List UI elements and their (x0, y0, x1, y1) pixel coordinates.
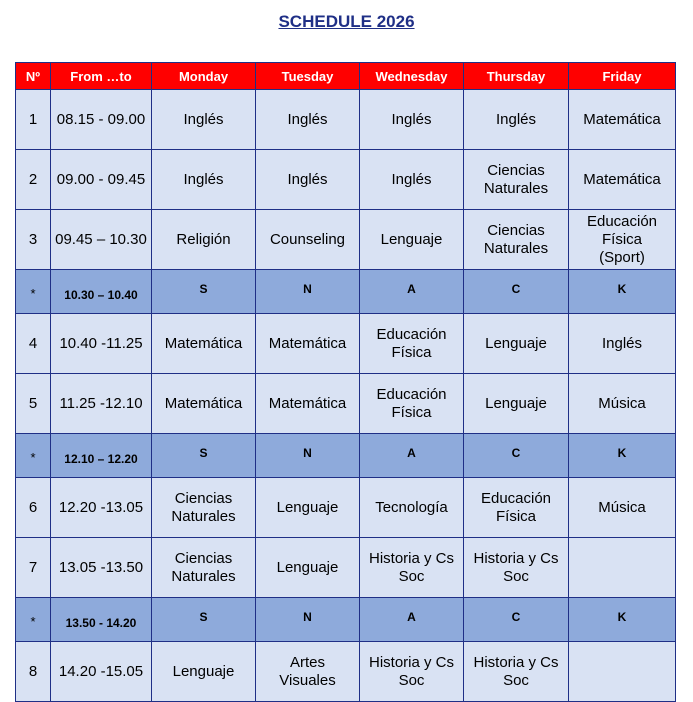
snack-letter-monday (152, 270, 256, 314)
snack-letter: S (199, 446, 208, 460)
subject-label: Inglés (183, 110, 224, 128)
period-number: * (16, 598, 51, 642)
snack-letter-friday (569, 270, 676, 314)
subject-cell-monday (152, 374, 256, 434)
subject-label: Inglés (183, 170, 224, 188)
period-number: * (16, 270, 51, 314)
snack-letter: A (407, 446, 416, 460)
snack-break-row (16, 598, 676, 642)
subject-cell-tuesday (256, 210, 360, 270)
subject-cell-wednesday (360, 150, 464, 210)
subject-label: Lenguaje (380, 230, 443, 248)
subject-label: Matemática (164, 334, 243, 352)
period-time: 08.15 - 09.00 (51, 90, 152, 150)
lesson-row (16, 90, 676, 150)
subject-cell-monday (152, 90, 256, 150)
subject-label: Lenguaje (485, 334, 547, 352)
subject-cell-thursday (464, 374, 569, 434)
period-time: 10.30 – 10.40 (51, 270, 152, 314)
subject-cell-wednesday (360, 90, 464, 150)
period-number: 3 (16, 210, 51, 270)
header-number: Nº (16, 63, 51, 90)
snack-letter-thursday (464, 598, 569, 642)
subject-cell-wednesday (360, 314, 464, 374)
subject-cell-wednesday (360, 642, 464, 702)
subject-label: Educación Física (Sport) (586, 212, 658, 266)
snack-letter: C (511, 446, 521, 460)
lesson-row (16, 538, 676, 598)
subject-label: Matemática (583, 110, 661, 128)
subject-cell-monday (152, 314, 256, 374)
subject-cell-monday (152, 478, 256, 538)
period-number: 8 (16, 642, 51, 702)
snack-letter: S (199, 282, 208, 296)
subject-label: Tecnología (375, 498, 448, 516)
subject-label: Lenguaje (485, 394, 547, 412)
subject-label: Historia y Cs Soc (368, 549, 454, 585)
header-wednesday: Wednesday (360, 63, 464, 90)
subject-label: Artes Visuales (279, 653, 336, 689)
period-time: 09.00 - 09.45 (51, 150, 152, 210)
period-number: * (16, 434, 51, 478)
subject-cell-thursday (464, 90, 569, 150)
subject-label: Educación Física (480, 489, 552, 525)
subject-cell-wednesday (360, 478, 464, 538)
snack-letter-tuesday (256, 434, 360, 478)
snack-letter-monday (152, 434, 256, 478)
subject-cell-thursday (464, 538, 569, 598)
schedule-table (15, 62, 676, 702)
lesson-row (16, 374, 676, 434)
subject-label: Inglés (391, 110, 432, 128)
period-number: 7 (16, 538, 51, 598)
subject-label: Religión (176, 230, 231, 248)
snack-letter: A (407, 610, 416, 624)
subject-cell-wednesday (360, 210, 464, 270)
subject-label: Música (598, 394, 646, 412)
subject-label: Ciencias Naturales (483, 221, 549, 257)
lesson-row (16, 150, 676, 210)
snack-letter-wednesday (360, 598, 464, 642)
period-number: 4 (16, 314, 51, 374)
snack-letter: A (407, 282, 416, 296)
period-time: 10.40 -11.25 (51, 314, 152, 374)
subject-label: Ciencias Naturales (171, 489, 236, 525)
subject-cell-thursday (464, 210, 569, 270)
subject-label: Inglés (287, 170, 328, 188)
subject-cell-friday (569, 150, 676, 210)
schedule-body (16, 90, 676, 702)
snack-letter: K (617, 282, 627, 296)
subject-label: Matemática (583, 170, 661, 188)
snack-letter-monday (152, 598, 256, 642)
subject-cell-tuesday (256, 90, 360, 150)
subject-cell-wednesday (360, 538, 464, 598)
period-time: 12.10 – 12.20 (51, 434, 152, 478)
header-time: From …to (51, 63, 152, 90)
subject-label: Lenguaje (276, 558, 339, 576)
subject-cell-friday (569, 478, 676, 538)
snack-letter-wednesday (360, 270, 464, 314)
subject-label: Historia y Cs Soc (473, 549, 559, 585)
snack-letter-thursday (464, 270, 569, 314)
subject-cell-monday (152, 210, 256, 270)
subject-label: Historia y Cs Soc (473, 653, 559, 689)
snack-letter-tuesday (256, 270, 360, 314)
subject-cell-friday (569, 210, 676, 270)
snack-letter-thursday (464, 434, 569, 478)
subject-label: Educación Física (376, 385, 447, 421)
period-number: 5 (16, 374, 51, 434)
lesson-row (16, 478, 676, 538)
subject-label: Inglés (391, 170, 432, 188)
subject-label: Matemática (164, 394, 243, 412)
subject-label: Educación Física (376, 325, 447, 361)
subject-cell-friday (569, 314, 676, 374)
subject-label: Historia y Cs Soc (368, 653, 454, 689)
snack-break-row (16, 434, 676, 478)
subject-label: Counseling (269, 230, 346, 248)
subject-cell-tuesday (256, 538, 360, 598)
subject-cell-monday (152, 538, 256, 598)
subject-cell-friday (569, 538, 676, 598)
snack-letter-wednesday (360, 434, 464, 478)
snack-letter-tuesday (256, 598, 360, 642)
subject-cell-thursday (464, 642, 569, 702)
subject-label: Lenguaje (276, 498, 339, 516)
subject-label: Ciencias Naturales (171, 549, 236, 585)
subject-label: Lenguaje (172, 662, 235, 680)
period-number: 2 (16, 150, 51, 210)
subject-cell-tuesday (256, 150, 360, 210)
snack-letter: K (617, 446, 627, 460)
period-time: 13.05 -13.50 (51, 538, 152, 598)
subject-label: Ciencias Naturales (483, 161, 549, 197)
subject-cell-tuesday (256, 374, 360, 434)
snack-break-row (16, 270, 676, 314)
period-time: 13.50 - 14.20 (51, 598, 152, 642)
header-monday: Monday (152, 63, 256, 90)
subject-label: Inglés (495, 110, 537, 128)
header-row (16, 63, 676, 90)
subject-cell-friday (569, 642, 676, 702)
period-number: 1 (16, 90, 51, 150)
page-title: SCHEDULE 2026 (278, 12, 415, 31)
snack-letter-friday (569, 598, 676, 642)
period-time: 14.20 -15.05 (51, 642, 152, 702)
subject-label: Inglés (601, 334, 643, 352)
subject-cell-friday (569, 374, 676, 434)
subject-cell-tuesday (256, 314, 360, 374)
header-tuesday: Tuesday (256, 63, 360, 90)
lesson-row (16, 642, 676, 702)
subject-label: Música (598, 498, 646, 516)
subject-label: Inglés (287, 110, 328, 128)
period-time: 11.25 -12.10 (51, 374, 152, 434)
subject-cell-thursday (464, 478, 569, 538)
subject-label: Matemática (268, 394, 347, 412)
period-time: 09.45 – 10.30 (51, 210, 152, 270)
snack-letter: N (303, 610, 312, 624)
lesson-row (16, 314, 676, 374)
subject-cell-thursday (464, 314, 569, 374)
lesson-row (16, 210, 676, 270)
header-friday: Friday (569, 63, 676, 90)
snack-letter: C (511, 610, 521, 624)
snack-letter: N (303, 282, 312, 296)
subject-cell-thursday (464, 150, 569, 210)
subject-cell-tuesday (256, 478, 360, 538)
snack-letter: K (617, 610, 627, 624)
snack-letter: C (511, 282, 521, 296)
snack-letter: N (303, 446, 312, 460)
period-time: 12.20 -13.05 (51, 478, 152, 538)
subject-cell-tuesday (256, 642, 360, 702)
subject-cell-wednesday (360, 374, 464, 434)
period-number: 6 (16, 478, 51, 538)
snack-letter-friday (569, 434, 676, 478)
subject-label: Matemática (268, 334, 347, 352)
subject-cell-friday (569, 90, 676, 150)
snack-letter: S (199, 610, 208, 624)
subject-cell-monday (152, 642, 256, 702)
subject-cell-monday (152, 150, 256, 210)
header-thursday: Thursday (464, 63, 569, 90)
